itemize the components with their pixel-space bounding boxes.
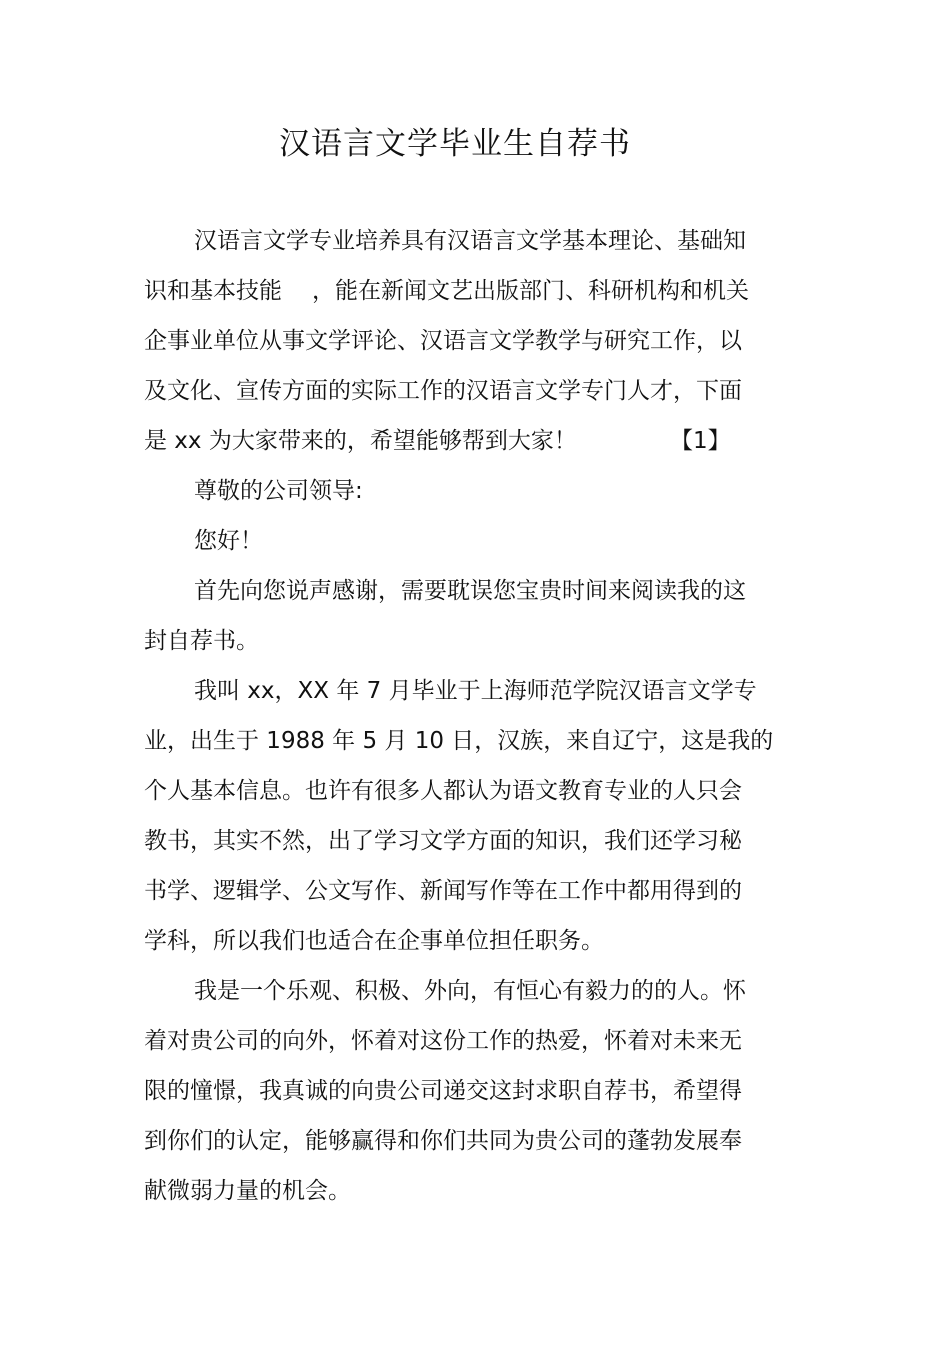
para2-line-1: 我叫 xx，XX 年 7 月毕业于上海师范学院汉语言文学专 <box>194 678 757 704</box>
para1-line-1: 首先向您说声感谢，需要耽误您宝贵时间来阅读我的这 <box>194 578 746 604</box>
intro-line-5: 是 xx 为大家带来的，希望能够帮到大家！ <box>144 428 577 454</box>
para3-line-3: 限的憧憬，我真诚的向贵公司递交这封求职自荐书，希望得 <box>144 1078 742 1104</box>
intro-line-1: 汉语言文学专业培养具有汉语言文学基本理论、基础知 <box>194 228 746 254</box>
para2-line-2: 业，出生于 1988 年 5 月 10 日，汉族，来自辽宁，这是我的 <box>144 728 774 754</box>
intro-line-2 <box>144 273 749 309</box>
footnote-marker: 【1】 <box>670 428 731 454</box>
para3-line-1: 我是一个乐观、积极、外向，有恒心有毅力的的人。怀 <box>194 978 746 1004</box>
para3-line-5: 献微弱力量的机会。 <box>144 1178 351 1204</box>
para2-line-3: 个人基本信息。也许有很多人都认为语文教育专业的人只会 <box>144 778 742 804</box>
para2-line-6: 学科，所以我们也适合在企事单位担任职务。 <box>144 928 604 954</box>
document-title: 汉语言文学毕业生自荐书 <box>279 126 631 162</box>
para2-line-4: 教书，其实不然，出了学习文学方面的知识，我们还学习秘 <box>144 828 742 854</box>
intro-line-2-start: 识和基本技能 <box>144 278 282 304</box>
para3-line-2: 着对贵公司的向外，怀着对这份工作的热爱，怀着对未来无 <box>144 1028 742 1054</box>
intro-line-3: 企事业单位从事文学评论、汉语言文学教学与研究工作，以 <box>144 328 742 354</box>
greeting: 您好！ <box>194 528 263 554</box>
para2-line-5: 书学、逻辑学、公文写作、新闻写作等在工作中都用得到的 <box>144 878 742 904</box>
para3-line-4: 到你们的认定，能够赢得和你们共同为贵公司的蓬勃发展奉 <box>144 1128 742 1154</box>
intro-line-4: 及文化、宣传方面的实际工作的汉语言文学专门人才，下面 <box>144 378 742 404</box>
para1-line-2: 封自荐书。 <box>144 628 259 654</box>
salutation: 尊敬的公司领导: <box>194 478 363 504</box>
intro-line-2-end: ，能在新闻文艺出版部门、科研机构和机关 <box>312 278 749 304</box>
